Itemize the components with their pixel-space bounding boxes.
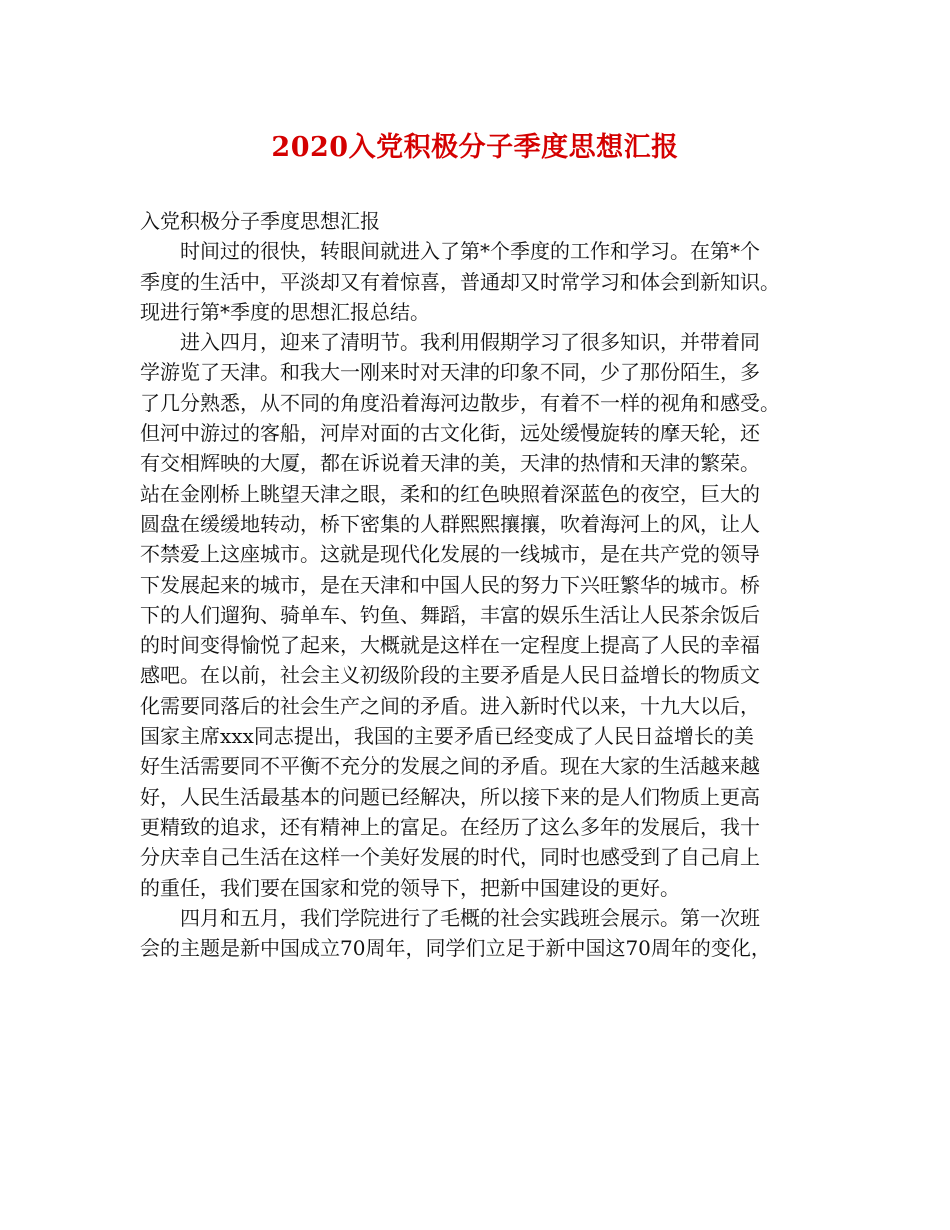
- paragraph-3: [140, 903, 820, 964]
- text-line: 会的主题是新中国成立70周年，同学们立足于新中国这70周年的变化，: [140, 936, 771, 961]
- paragraph-2: [140, 327, 820, 903]
- text-line: 季度的生活中，平淡却又有着惊喜，普通却又时常学习和体会到新知识。: [140, 269, 780, 294]
- text-line: 化需要同落后的社会生产之间的矛盾。进入新时代以来，十九大以后，: [140, 693, 760, 718]
- text-line: 时间过的很快，转眼间就进入了第*个季度的工作和学习。在第*个: [180, 239, 760, 264]
- document-title: 2020入党积极分子季度思想汇报: [271, 132, 679, 163]
- text-line: 国家主席xxx同志提出，我国的主要矛盾已经变成了人民日益增长的美: [140, 724, 754, 749]
- text-line: 进入四月，迎来了清明节。我利用假期学习了很多知识，并带着同: [180, 330, 760, 355]
- text-line: 更精致的追求，还有精神上的富足。在经历了这么多年的发展后，我十: [140, 814, 760, 839]
- text-line: 学游览了天津。和我大一刚来时对天津的印象不同，少了那份陌生，多: [140, 360, 760, 385]
- document-subtitle: 入党积极分子季度思想汇报: [140, 209, 380, 233]
- text-line: 四月和五月，我们学院进行了毛概的社会实践班会展示。第一次班: [180, 905, 760, 930]
- text-line: 下发展起来的城市，是在天津和中国人民的努力下兴旺繁华的城市。桥: [140, 572, 760, 597]
- text-line: 现进行第*季度的思想汇报总结。: [140, 299, 430, 324]
- text-line: 的重任，我们要在国家和党的领导下，把新中国建设的更好。: [140, 875, 680, 900]
- text-line: 不禁爱上这座城市。这就是现代化发展的一线城市，是在共产党的领导: [140, 542, 760, 567]
- text-line: 分庆幸自己生活在这样一个美好发展的时代，同时也感受到了自己肩上: [140, 845, 760, 870]
- text-line: 但河中游过的客船，河岸对面的古文化街，远处缓慢旋转的摩天轮，还: [140, 421, 760, 446]
- text-line: 有交相辉映的大厦，都在诉说着天津的美，天津的热情和天津的繁荣。: [140, 451, 760, 476]
- text-line: 的时间变得愉悦了起来，大概就是这样在一定程度上提高了人民的幸福: [140, 633, 760, 658]
- paragraph-1: [140, 236, 820, 327]
- text-line: 圆盘在缓缓地转动，桥下密集的人群熙熙攘攘，吹着海河上的风，让人: [140, 511, 760, 536]
- text-line: 了几分熟悉，从不同的角度沿着海河边散步，有着不一样的视角和感受。: [140, 390, 780, 415]
- text-line: 好，人民生活最基本的问题已经解决，所以接下来的是人们物质上更高: [140, 784, 760, 809]
- text-line: 站在金刚桥上眺望天津之眼，柔和的红色映照着深蓝色的夜空，巨大的: [140, 481, 760, 506]
- text-line: 感吧。在以前，社会主义初级阶段的主要矛盾是人民日益增长的物质文: [140, 663, 760, 688]
- text-line: 好生活需要同不平衡不充分的发展之间的矛盾。现在大家的生活越来越: [140, 754, 760, 779]
- document-body: [140, 206, 820, 963]
- text-line: 下的人们遛狗、骑单车、钓鱼、舞蹈，丰富的娱乐生活让人民茶余饭后: [140, 602, 760, 627]
